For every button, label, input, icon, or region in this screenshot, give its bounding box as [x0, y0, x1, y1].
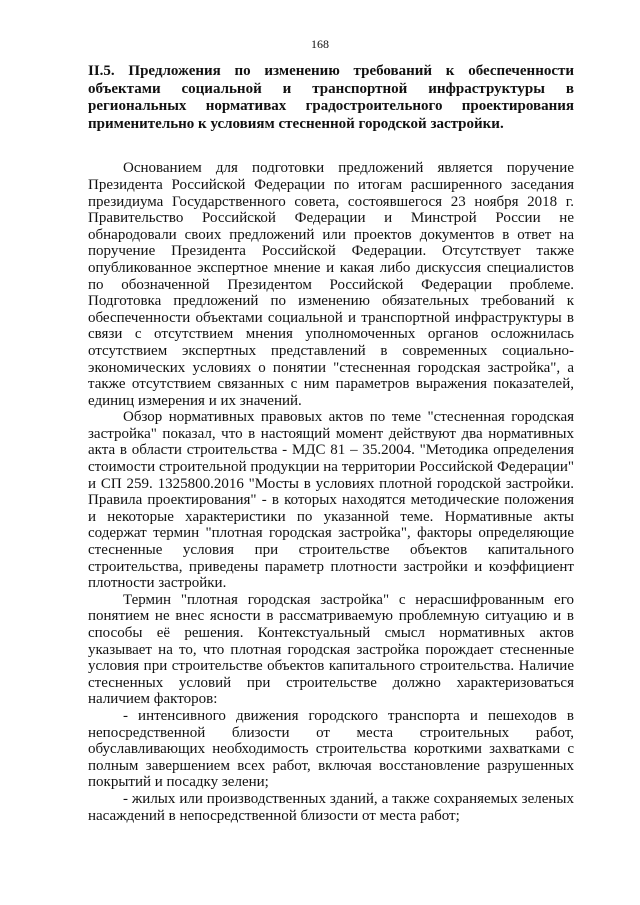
- section-heading: II.5. Предложения по изменению требований к обеспеченности объектами социальной и транспортной инфраструктуры в региональных нормативах градостроительного проектирования применительно к условиям стесненной городской застройки.: [88, 63, 574, 132]
- page-number: 168: [311, 37, 329, 51]
- paragraph-term: Термин "плотная городская застройка" с нерасшифрованным его понятием не внес ясности в рассматриваемую проблемную ситуацию и в способы её решения. Контекстуальный смысл нормативных актов указывает на то, что плотная городская застройка порождает стесненные условия при строительстве объектов капитального строительства. Наличие стесненных условий при строительстве должно характеризоваться наличием факторов:: [88, 591, 574, 708]
- paragraph-basis: Основанием для подготовки предложений является поручение Президента Российской Федерации по итогам расширенного заседания президиума Государственного совета, состоявшегося 23 ноября 2018 г. Правительство Российской Федерации и Минстрой России не обнародовали своих предложений или проектов документов в ответ на поручение Президента Российской Федерации. Отсутствует также опубликованное экспертное мнение и какая либо дискуссия специалистов по обозначенной Президентом Российской Федерации проблеме. Подготовка предложений по изменению обязательных требований к обеспеченности объектами социальной и транспортной инфраструктуры в связи с отсутствием мнения уполномоченных органов осложнилась отсутствием экспертных представлений в современных социально-экономических условиях о понятии "стесненная городская застройка", а также отсутствием связанных с ним параметров выражения показателей, единиц измерения и их значений.: [88, 160, 574, 409]
- list-item-buildings: - жилых или производственных зданий, а также сохраняемых зеленых насаждений в непосредственной близости от места работ;: [88, 790, 574, 824]
- paragraph-review: Обзор нормативных правовых актов по теме "стесненная городская застройка" показал, что в настоящий момент действуют два нормативных акта в области строительства - МДС 81 – 35.2004. "Методика определения стоимости строительной продукции на территории Российской Федерации" и СП 259. 1325800.2016 "Мосты в условиях плотной городской застройки. Правила проектирования" - в которых находятся методические положения и некоторые характеристики по указанной теме. Нормативные акты содержат термин "плотная городская застройка", факторы определяющие стесненные условия при строительстве объектов капитального строительства, приведены параметр плотности застройки и коэффициент плотности застройки.: [88, 409, 574, 592]
- page-content: [88, 63, 574, 824]
- list-item-traffic: - интенсивного движения городского транспорта и пешеходов в непосредственной близости от места строительных работ, обуславливающих необходимость строительства короткими захватками с полным завершением всех работ, включая восстановление разрушенных покрытий и посадку зелени;: [88, 707, 574, 791]
